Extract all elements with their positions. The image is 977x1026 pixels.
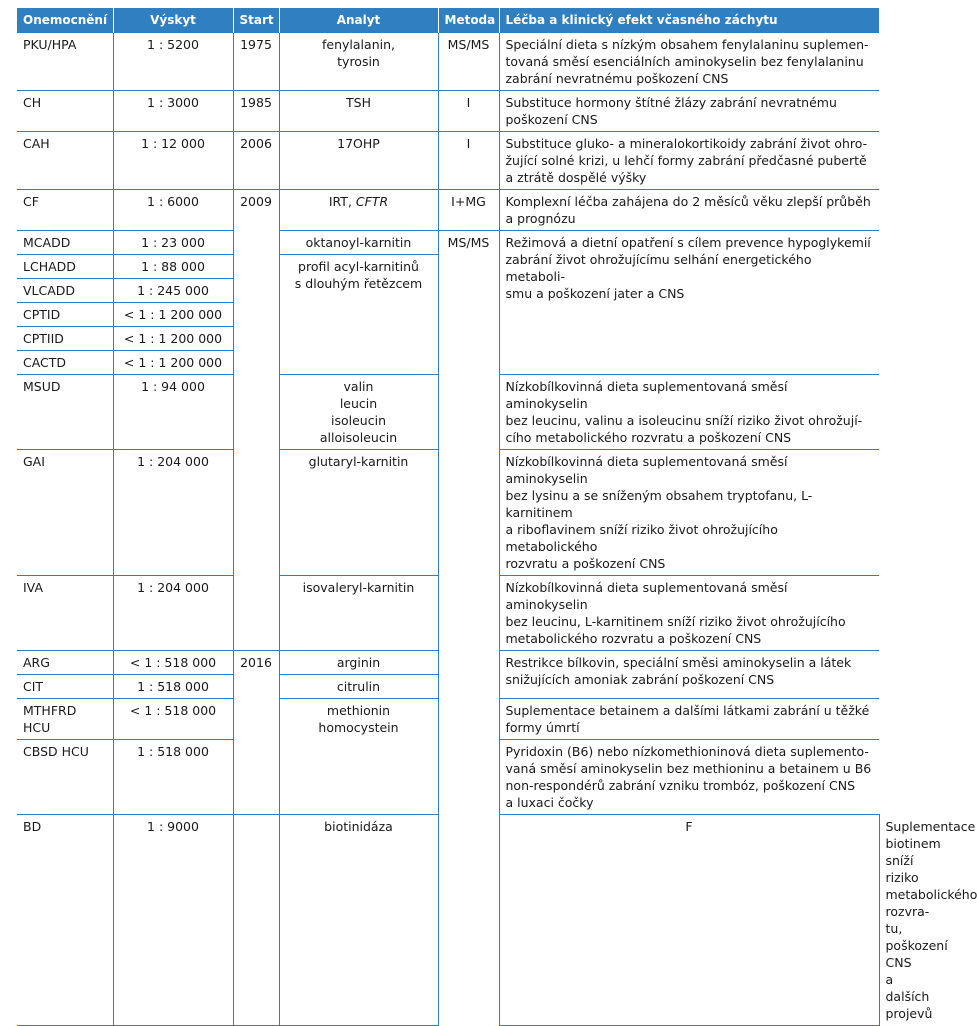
disease-line: MTHFRD bbox=[23, 703, 76, 718]
incidence-cell: < 1 : 1 200 000 bbox=[113, 327, 233, 351]
effect-line: Substituce hormony štítné žlázy zabrání nevratnému bbox=[506, 95, 837, 110]
incidence-cell: 1 : 6000 bbox=[113, 190, 233, 231]
disease-cell: CPTIID bbox=[17, 327, 113, 351]
effect-line: Speciální dieta s nízkým obsahem fenylalaninu suplemen- bbox=[506, 37, 869, 52]
incidence-cell: 1 : 9000 bbox=[113, 815, 233, 1026]
disease-cell: ARG bbox=[17, 651, 113, 675]
effect-line: Nízkobílkovinná dieta suplementovaná směsí aminokyselin bbox=[506, 580, 788, 612]
analyte-line: fenylalanin, bbox=[322, 37, 395, 52]
analyte-cell: arginin bbox=[279, 651, 438, 675]
disease-cell: MSUD bbox=[17, 375, 113, 450]
method-cell: F bbox=[499, 815, 879, 1026]
effect-line: non-respondérů zabrání vzniku trombóz, poškození CNS bbox=[506, 778, 856, 793]
start-cell: 2009 bbox=[233, 190, 279, 651]
effect-line: snižujících amoniak zabrání poškození CNS bbox=[506, 672, 775, 687]
analyte-cell: citrulin bbox=[279, 675, 438, 699]
method-cell: MS/MS bbox=[438, 231, 499, 1026]
effect-line: a riboflavinem sníží riziko život ohrožujícího metabolického bbox=[506, 522, 778, 554]
analyte-cell: isovaleryl-karnitin bbox=[279, 576, 438, 651]
effect-line: Nízkobílkovinná dieta suplementovaná směsí aminokyselin bbox=[506, 379, 788, 411]
start-cell: 1975 bbox=[233, 33, 279, 91]
effect-cell bbox=[499, 450, 879, 576]
effect-line: Režimová a dietní opatření s cílem prevence hypoglykemií bbox=[506, 235, 871, 250]
effect-line: Suplementace biotinem sníží riziko metabolického rozvra- bbox=[886, 819, 977, 919]
effect-line: Suplementace betainem a dalšími látkami zabrání u těžké bbox=[506, 703, 870, 718]
method-cell: I+MG bbox=[438, 190, 499, 231]
disease-cell: VLCADD bbox=[17, 279, 113, 303]
effect-line: formy úmrtí bbox=[506, 720, 580, 735]
incidence-cell: < 1 : 518 000 bbox=[113, 651, 233, 675]
analyte-line: profil acyl-karnitinů bbox=[298, 259, 419, 274]
incidence-cell: < 1 : 518 000 bbox=[113, 699, 233, 740]
disease-cell: CPTID bbox=[17, 303, 113, 327]
incidence-cell: 1 : 5200 bbox=[113, 33, 233, 91]
table-row-mcadd bbox=[17, 231, 879, 255]
effect-line: poškození CNS bbox=[506, 112, 598, 127]
analyte-line: leucin bbox=[340, 396, 377, 411]
effect-line: tovaná směsí esenciálních aminokyselin bez fenylalaninu bbox=[506, 54, 864, 69]
incidence-cell: 1 : 518 000 bbox=[113, 675, 233, 699]
effect-cell bbox=[499, 231, 879, 375]
header-analyt: Analyt bbox=[279, 8, 438, 33]
effect-line: a prognózu bbox=[506, 211, 576, 226]
table-row-cah bbox=[17, 132, 879, 190]
incidence-cell: 1 : 88 000 bbox=[113, 255, 233, 279]
incidence-cell: 1 : 518 000 bbox=[113, 740, 233, 815]
analyte-line: isoleucin bbox=[331, 413, 386, 428]
effect-line: metabolického rozvratu a poškození CNS bbox=[506, 631, 762, 646]
start-cell: 1985 bbox=[233, 91, 279, 132]
effect-line: zabrání nevratnému poškození CNS bbox=[506, 71, 729, 86]
effect-cell bbox=[499, 375, 879, 450]
effect-line: rozvratu a poškození CNS bbox=[506, 556, 666, 571]
disease-cell bbox=[17, 699, 113, 740]
table-row-pku bbox=[17, 33, 879, 91]
analyte-cell: 17OHP bbox=[279, 132, 438, 190]
effect-line: vaná směsí aminokyselin bez methioninu a betainem u B6 bbox=[506, 761, 872, 776]
header-start: Start bbox=[233, 8, 279, 33]
disease-cell: CF bbox=[17, 190, 113, 231]
disease-cell: LCHADD bbox=[17, 255, 113, 279]
effect-cell bbox=[499, 576, 879, 651]
effect-line: Nízkobílkovinná dieta suplementovaná směsí aminokyselin bbox=[506, 454, 788, 486]
incidence-cell: 1 : 94 000 bbox=[113, 375, 233, 450]
disease-cell: CAH bbox=[17, 132, 113, 190]
effect-line: bez lysinu a se sníženým obsahem tryptofanu, L-karnitinem bbox=[506, 488, 813, 520]
incidence-cell: 1 : 204 000 bbox=[113, 576, 233, 651]
table-row-ch bbox=[17, 91, 879, 132]
method-cell: MS/MS bbox=[438, 33, 499, 91]
effect-cell bbox=[499, 33, 879, 91]
effect-cell bbox=[499, 190, 879, 231]
effect-cell bbox=[499, 132, 879, 190]
effect-line: žující solné krizi, u lehčí formy zabrání předčasné pubertě bbox=[506, 153, 867, 168]
incidence-cell: < 1 : 1 200 000 bbox=[113, 351, 233, 375]
header-vyskyt: Výskyt bbox=[113, 8, 233, 33]
method-cell: I bbox=[438, 132, 499, 190]
disease-cell: PKU/HPA bbox=[17, 33, 113, 91]
incidence-cell: 1 : 3000 bbox=[113, 91, 233, 132]
method-cell: I bbox=[438, 91, 499, 132]
analyte-cell: oktanoyl-karnitin bbox=[279, 231, 438, 255]
start-cell bbox=[233, 815, 279, 1026]
effect-line: bez leucinu, valinu a isoleucinu sníží riziko život ohrožují- bbox=[506, 413, 863, 428]
effect-line: Pyridoxin (B6) nebo nízkomethioninová dieta suplemento- bbox=[506, 744, 869, 759]
analyte-cell bbox=[279, 699, 438, 815]
effect-line: Substituce gluko- a mineralokortikoidy zabrání život ohro- bbox=[506, 136, 868, 151]
analyte-cell bbox=[279, 375, 438, 450]
disease-cell: BD bbox=[17, 815, 113, 1026]
effect-line: tu, poškození CNS a dalších projevů bbox=[886, 921, 948, 1021]
effect-line: a ztrátě dospělé výšky bbox=[506, 170, 647, 185]
effect-line: bez leucinu, L-karnitinem sníží riziko život ohrožujícího bbox=[506, 614, 846, 629]
start-cell: 2006 bbox=[233, 132, 279, 190]
analyte-cell: biotinidáza bbox=[279, 815, 438, 1026]
analyte-line: s dlouhým řetězcem bbox=[295, 276, 422, 291]
analyte-line: IRT, bbox=[329, 194, 356, 209]
effect-line: cího metabolického rozvratu a poškození CNS bbox=[506, 430, 792, 445]
disease-cell: CACTD bbox=[17, 351, 113, 375]
disease-cell: CBSD HCU bbox=[17, 740, 113, 815]
analyte-gene: CFTR bbox=[356, 194, 388, 209]
incidence-cell: 1 : 12 000 bbox=[113, 132, 233, 190]
analyte-line: methionin bbox=[327, 703, 390, 718]
incidence-cell: < 1 : 1 200 000 bbox=[113, 303, 233, 327]
effect-line: Restrikce bílkovin, speciální směsi aminokyselin a látek bbox=[506, 655, 852, 670]
effect-line: zabrání život ohrožujícímu selhání energetického metaboli- bbox=[506, 252, 812, 284]
incidence-cell: 1 : 23 000 bbox=[113, 231, 233, 255]
effect-cell bbox=[499, 651, 879, 699]
disease-line: HCU bbox=[23, 720, 50, 735]
analyte-cell bbox=[279, 255, 438, 375]
analyte-cell bbox=[279, 33, 438, 91]
effect-line: a luxaci čočky bbox=[506, 795, 594, 810]
analyte-cell: TSH bbox=[279, 91, 438, 132]
disease-cell: GAI bbox=[17, 450, 113, 576]
incidence-cell: 1 : 204 000 bbox=[113, 450, 233, 576]
header-metoda: Metoda bbox=[438, 8, 499, 33]
analyte-line: homocystein bbox=[318, 720, 398, 735]
effect-cell bbox=[499, 91, 879, 132]
effect-cell bbox=[499, 699, 879, 740]
table-header-row bbox=[17, 8, 879, 33]
disease-cell: CH bbox=[17, 91, 113, 132]
analyte-line: alloisoleucin bbox=[320, 430, 397, 445]
table-row-cf bbox=[17, 190, 879, 231]
analyte-line: tyrosin bbox=[337, 54, 380, 69]
analyte-cell: glutaryl-karnitin bbox=[279, 450, 438, 576]
incidence-cell: 1 : 245 000 bbox=[113, 279, 233, 303]
header-onemocneni: Onemocnění bbox=[17, 8, 113, 33]
disease-cell: CIT bbox=[17, 675, 113, 699]
disease-cell: IVA bbox=[17, 576, 113, 651]
newborn-screening-table bbox=[17, 8, 879, 1026]
disease-cell: MCADD bbox=[17, 231, 113, 255]
analyte-line: valin bbox=[344, 379, 374, 394]
header-lecba: Léčba a klinický efekt včasného záchytu bbox=[499, 8, 879, 33]
start-cell: 2016 bbox=[233, 651, 279, 815]
effect-line: Komplexní léčba zahájena do 2 měsíců věku zlepší průběh bbox=[506, 194, 871, 209]
effect-line: smu a poškození jater a CNS bbox=[506, 286, 685, 301]
effect-cell bbox=[499, 740, 879, 815]
analyte-cell bbox=[279, 190, 438, 231]
